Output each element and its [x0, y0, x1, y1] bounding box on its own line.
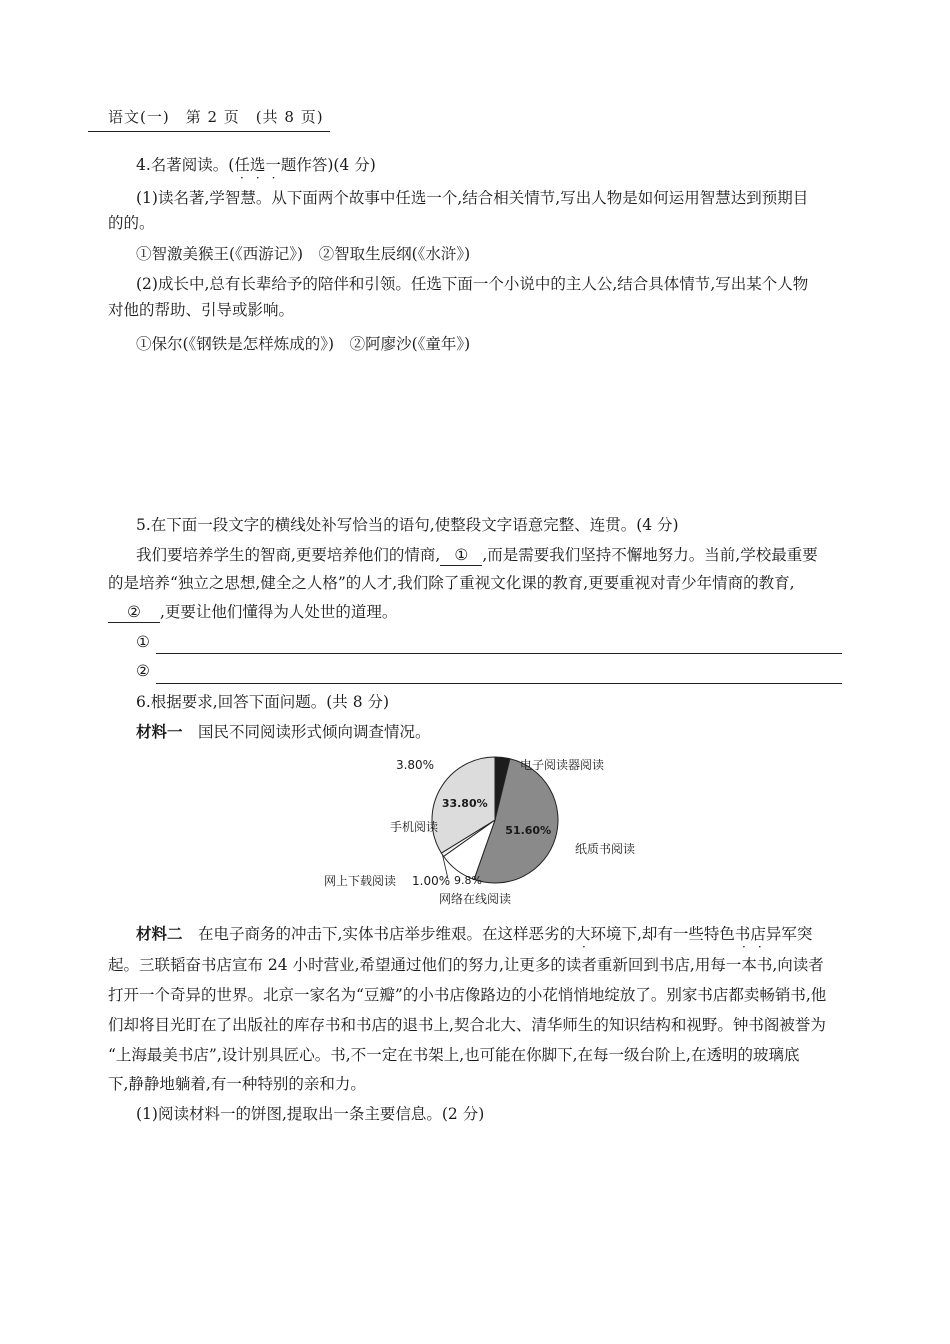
q6-material2-line6: 下,静静地躺着,有一种特别的亲和力。 [108, 1075, 366, 1093]
reading-preference-pie-chart [300, 745, 660, 915]
q5-answer-label-1: ① [136, 633, 150, 651]
q6-material2-line5: “上海最美书店”,设计别具匠心。书,不一定在书架上,也可能在你脚下,在每一级台阶上,在透明的玻璃底 [108, 1046, 800, 1064]
q6-material2-line1 [136, 924, 812, 944]
q6-emphasis-dots-1: · [582, 940, 586, 954]
q6-material2-line3: 打开一个奇异的世界。北京一家名为“豆瓣”的小书店像路边的小花悄悄地绽放了。别家书店都卖畅销书,他 [108, 986, 827, 1004]
pie-category-label-1: 纸质书阅读 [575, 842, 636, 856]
pie-category-label-3: 网上下载阅读 [324, 874, 397, 888]
pie-value-label-2: 9.8% [454, 874, 482, 887]
q5-answer-label-2: ② [136, 662, 150, 680]
pie-category-label-0: 电子阅读器阅读 [520, 758, 605, 772]
q4-p1-line1: (1)读名著,学智慧。从下面两个故事中任选一个,结合相关情节,写出人物是如何运用智慧达到预期目 [136, 189, 809, 207]
header-rule [88, 131, 330, 132]
pie-value-label-1: 51.60% [505, 823, 552, 837]
q6-sub-question-1: (1)阅读材料一的饼图,提取出一条主要信息。(2 分) [136, 1105, 485, 1123]
q5-para-line2: 的是培养“独立之思想,健全之人格”的人才,我们除了重视文化课的教育,更要重视对青少年情商的教育, [108, 574, 795, 592]
pie-value-label-4: 33.80% [441, 797, 488, 811]
q4-p1-options: ①智激美猴王(《西游记》) ②智取生辰纲(《水浒》) [136, 245, 471, 263]
q6-title: 6.根据要求,回答下面问题。(共 8 分) [136, 693, 390, 711]
q5-answer-line-1[interactable] [156, 653, 842, 654]
material1-text: 国民不同阅读形式倾向调查情况。 [182, 723, 431, 741]
q5-text-3b: ,更要让他们懂得为人处世的道理。 [160, 603, 398, 621]
q5-blank-1[interactable]: ① [440, 545, 482, 566]
q4-title: 4.名著阅读。(任选一题作答)(4 分) [136, 156, 376, 174]
material1-label: 材料一 [136, 722, 183, 741]
q5-title: 5.在下面一段文字的横线处补写恰当的语句,使整段文字语意完整、连贯。(4 分) [136, 516, 679, 534]
pie-value-label-3: 1.00% [412, 874, 451, 888]
q5-blank-2[interactable]: ② [108, 602, 160, 623]
q6-material2-line2: 起。三联韬奋书店宣布 24 小时营业,希望通过他们的努力,让更多的读者重新回到书店,用每一本书,向读者 [108, 956, 824, 974]
q5-para-line1 [136, 545, 818, 566]
q4-emphasis-dots: · · · [240, 171, 276, 185]
q4-p2-line2: 对他的帮助、引导或影响。 [108, 301, 295, 319]
q6-material1 [136, 722, 431, 742]
pie-category-label-2: 网络在线阅读 [438, 892, 512, 906]
page-header: 语文(一) 第 2 页 (共 8 页) [108, 108, 324, 126]
material2-label: 材料二 [136, 924, 183, 943]
q6-material2-line4: 们却将目光盯在了出版社的库存书和书店的退书上,契合北大、清华师生的知识结构和视野。钟书阁被誉为 [108, 1016, 826, 1034]
material2-text-1: 在电子商务的冲击下,实体书店举步维艰。在这样恶劣的大环境下,却有一些特色书店异军突 [182, 925, 813, 943]
q5-para-line3 [108, 602, 397, 623]
q4-p2-options: ①保尔(《钢铁是怎样炼成的》) ②阿廖沙(《童年》) [136, 335, 471, 353]
q4-p1-line2: 的的。 [108, 214, 155, 232]
pie-category-label-4: 手机阅读 [390, 820, 439, 834]
q5-text-1b: ,而是需要我们坚持不懈地努力。当前,学校最重要 [482, 546, 818, 564]
pie-value-label-0: 3.80% [395, 758, 435, 772]
q6-emphasis-dots-2: · · [742, 940, 762, 954]
q4-p2-line1: (2)成长中,总有长辈给予的陪伴和引领。任选下面一个小说中的主人公,结合具体情节,写出某个人物 [136, 275, 809, 293]
q5-text-1a: 我们要培养学生的智商,更要培养他们的情商, [136, 546, 441, 564]
q5-answer-line-2[interactable] [156, 683, 842, 684]
